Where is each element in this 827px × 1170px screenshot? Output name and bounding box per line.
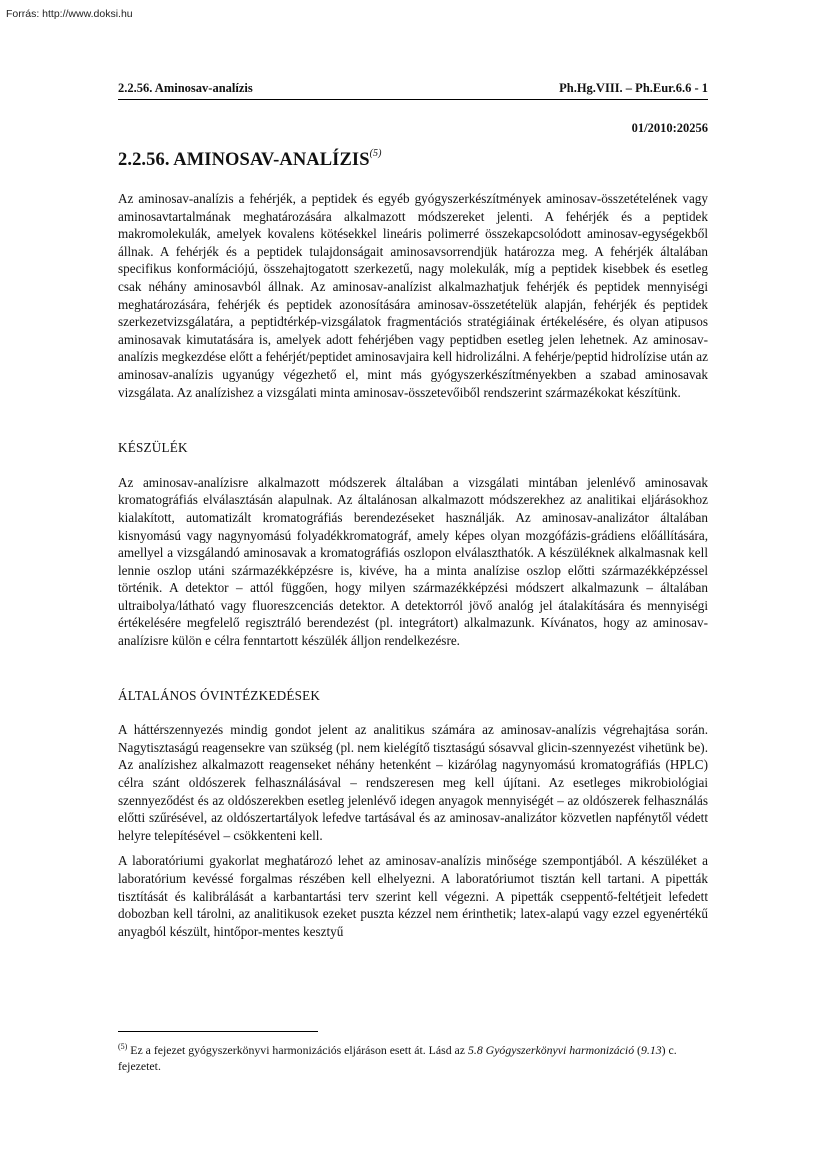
footnote-text-mid: ( <box>634 1042 641 1057</box>
apparatus-paragraph: Az aminosav-analízisre alkalmazott módszerek általában a vizsgálati mintában jelenlévő aminosavak kromatográfiás elválasztásán alapulnak. Az általánosan alkalmazott módszerekhez az analitikai eljárásokhoz kialakított, automatizált kromatográfiás berendezéseket használják. Az aminosav-analizátor általában kisnyomású vagy nagynyomású folyadékkromatográf, amely képes olyan mozgófázis-grádiens előállítására, amellyel a vizsgálandó aminosavak a kromatográfiás oszlopon elválaszthatók. A készüléknek alkalmasnak kell lennie oszlop utáni származékképzésre is, kivéve, ha a minta analízise oszlop előtti származékképzéssel történik. A detektor – attól függően, hogy milyen származékképzési módszert alkalmazunk – általában ultraibolya/látható vagy fluoreszcenciás detektor. A detektorról jövő analóg jel átalakítására és mennyiségi értékelésére megfelelő regisztráló berendezést (pl. integrátort) alkalmazunk. Kívánatos, hogy az aminosav-analízisre külön e célra fenntartott készülék álljon rendelkezésre. <box>118 474 708 649</box>
footnote-text-after: ) c. fejezetet. <box>118 1042 677 1073</box>
footnote-text-before: Ez a fejezet gyógyszerkönyvi harmonizációs eljáráson esett át. Lásd az <box>127 1042 468 1057</box>
footnote-ref-number[interactable]: 9.13 <box>640 1042 662 1057</box>
precautions-paragraph-2: A laboratóriumi gyakorlat meghatározó lehet az aminosav-analízis minősége szempontjából. A készüléket a laboratórium kevéssé forgalmas részében kell elhelyezni. A laboratóriumot tisztán kell tartani. A pipetták tisztítását és kalibrálását a karbantartási terv szerint kell végezni. A pipetták cseppentő-feltétjeit lefedett dobozban kell tárolni, az analitikusok ezeket puszta kézzel nem érinthetik; latex-alapú vagy ezzel egyenértékű anyagból készült, hintőpor-mentes kesztyű <box>118 853 708 939</box>
footnote-divider <box>118 1031 318 1032</box>
main-content <box>118 190 708 940</box>
title-text: 2.2.56. AMINOSAV-ANALÍZIS <box>118 150 370 171</box>
footnote <box>118 1039 708 1074</box>
footnote-mark: (5) <box>118 1042 128 1051</box>
header-left: 2.2.56. Aminosav-analízis <box>118 81 253 95</box>
precautions-paragraph-1: A háttérszennyezés mindig gondot jelent az analitikus számára az aminosav-analízis végrehajtása során. Nagytisztaságú reagensekre van szükség (pl. nem kielégítő tisztaságú sósavval glicin-szennyezést vihetünk be). Az analízishez alkalmazott reagenseket néhány hetenként – kizárólag nagynyomású kromatográfiás (HPLC) célra szánt oldószerek felhasználásával – rendszeresen meg kell újítani. Az esetleges mikrobiológiai szennyeződést és az oldószerekben esetleg jelenlévő idegen anyagok mennyiségét – az oldószerek felhasználás előtti szűrésével, az oldószertartályok lefedve tartásával és az aminosav-analizátor közvetlen napfénytől védett helyre telepítésével – csökkenteni kell. <box>118 722 708 843</box>
page-header <box>118 81 708 100</box>
footnote-ref-chapter[interactable]: 5.8 Gyógyszerkönyvi harmonizáció <box>467 1042 635 1057</box>
section-heading-apparatus: KÉSZÜLÉK <box>118 440 188 456</box>
section-heading-precautions: ÁLTALÁNOS ÓVINTÉZKEDÉSEK <box>118 687 321 703</box>
page-title <box>118 150 382 171</box>
source-url: Forrás: http://www.doksi.hu <box>6 8 133 20</box>
title-footnote-mark[interactable]: (5) <box>369 148 382 159</box>
header-right: Ph.Hg.VIII. – Ph.Eur.6.6 - 1 <box>559 81 708 95</box>
intro-paragraph: Az aminosav-analízis a fehérjék, a peptidek és egyéb gyógyszerkészítmények aminosav-összetételének vagy aminosavtartalmának meghatározására alkalmazott módszereket jelenti. A fehérjék és a peptidek makromolekulák, amelyek kovalens kötésekkel lineáris polimerré összekapcsolódott aminosav-egységekből állnak. A fehérjék és a peptidek tulajdonságait aminosavsorrendjük határozza meg. A fehérjék általában specifikus konformációjú, összehajtogatott szerkezetű, nagy molekulák, míg a peptidek kisebbek és esetleg csak néhány aminosavból állnak. Az aminosav-analízist alkalmazhatjuk fehérjék és peptidek mennyiségi meghatározására, fehérjék és peptidek azonosítására aminosav-összetételük alapján, fehérjék és peptidek szerkezetvizsgálatára, a peptidtérkép-vizsgálatok fragmentációs stratégiáinak értékelésére, és olyan atipusos aminosavak kimutatására is, amelyek adott fehérjében vagy peptidben esetleg jelen lehetnek. Az aminosav-analízis megkezdése előtt a fehérjét/peptidet aminosavjaira kell hidrolizálni. A fehérje/peptid hidrolízise után az aminosav-analízis ugyanúgy végezhető el, mint más gyógyszerkészítményekben a szabad aminosavak vizsgálata. Az analízishez a vizsgálati minta aminosav-összetevőiből rendszerint származékokat készítünk. <box>118 191 708 400</box>
document-id: 01/2010:20256 <box>631 121 708 135</box>
